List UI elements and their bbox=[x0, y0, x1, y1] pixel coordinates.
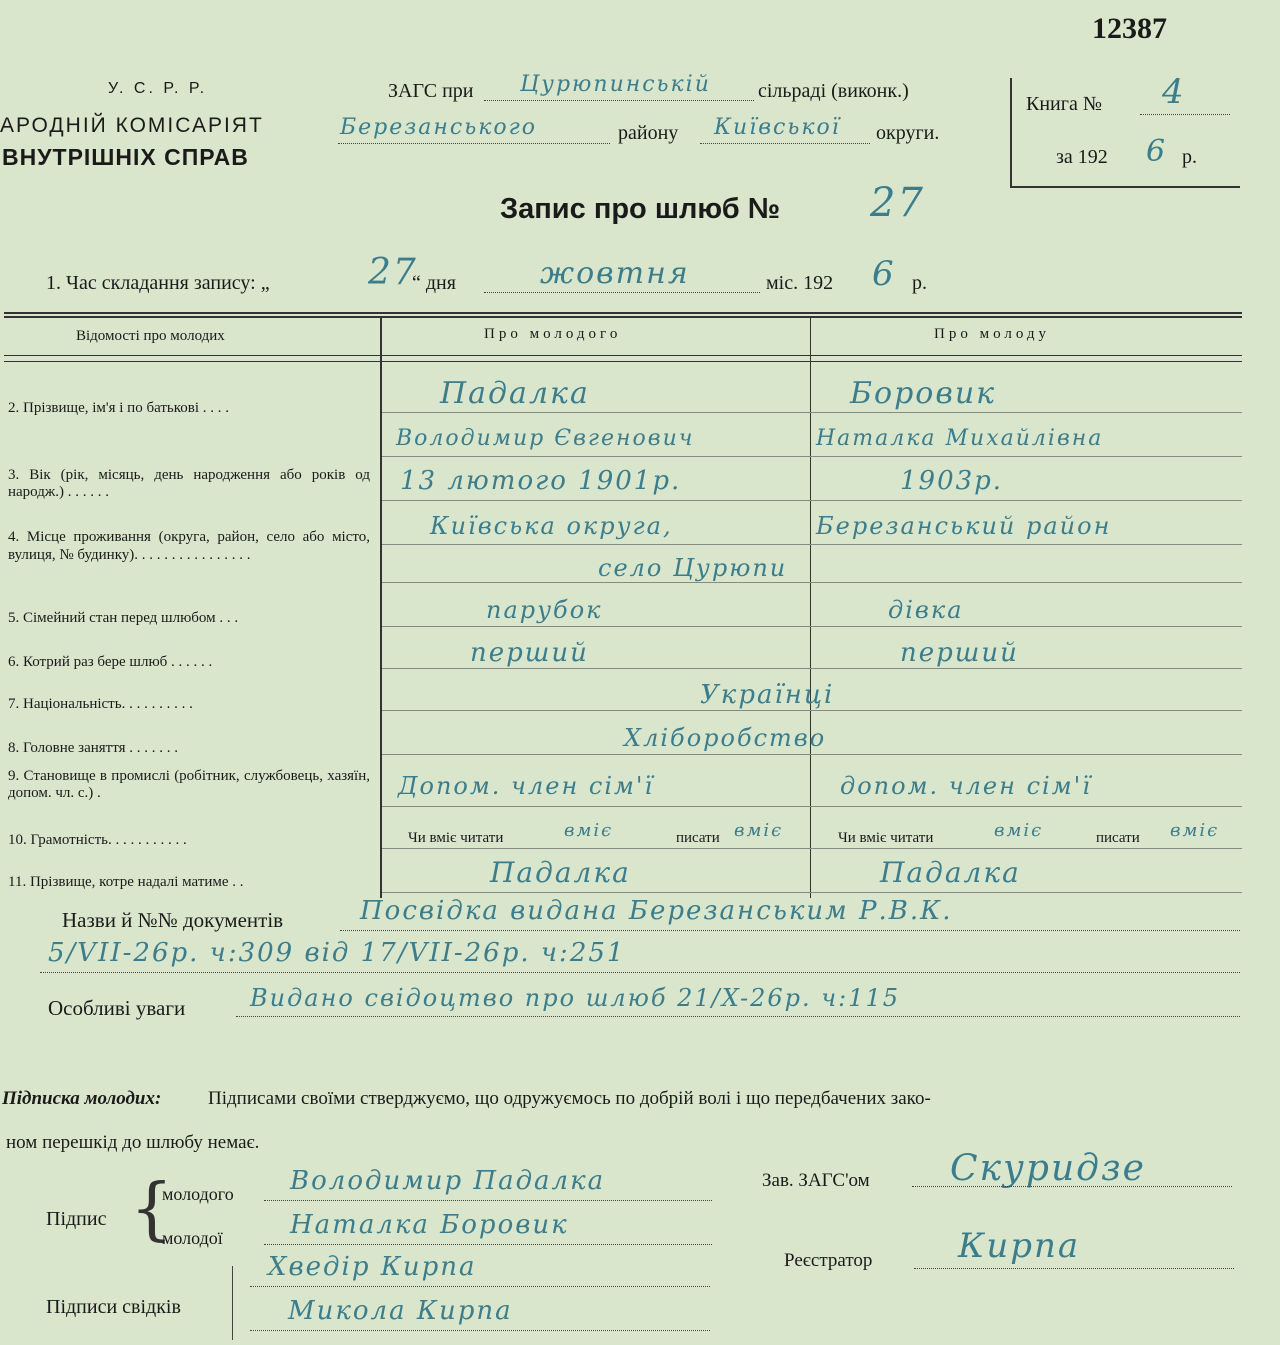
record-title: Запис про шлюб № bbox=[500, 193, 781, 225]
col-header-info: Відомості про молодих bbox=[76, 328, 225, 344]
bride-position: допом. член сім'ї bbox=[840, 772, 1092, 800]
record-month-label: міс. 192 bbox=[766, 272, 834, 294]
col-header-bride: Про молоду bbox=[934, 326, 1051, 342]
groom-given-names: Володимир Євгенович bbox=[396, 426, 695, 451]
row-label-marital: 5. Сімейний стан перед шлюбом . . . bbox=[8, 610, 239, 626]
record-time-label: 1. Час складання запису: „ bbox=[46, 272, 270, 294]
okrug-name: Київської bbox=[714, 115, 841, 140]
bride-birth: 1903р. bbox=[900, 466, 1004, 496]
documents-line-1: Посвідка видана Березанським Р.В.К. bbox=[360, 896, 953, 926]
district-name: Березанського bbox=[340, 115, 537, 140]
row-label-position: 9. Становище в промислі (робітник, службовець, хазяїн, допом. чл. с.) . bbox=[8, 768, 370, 801]
groom-write-value: вміє bbox=[734, 820, 784, 841]
row-label-times: 6. Котрий раз бере шлюб . . . . . . bbox=[8, 654, 213, 670]
record-day: 27 bbox=[368, 252, 418, 293]
groom-future-surname: Падалка bbox=[490, 856, 631, 889]
bride-read-value: вміє bbox=[994, 820, 1044, 841]
affairs-label: ВНУТРІШНІХ СПРАВ bbox=[2, 144, 249, 170]
bride-surname: Боровик bbox=[850, 376, 997, 411]
declaration-text-1: Підписами своїми стверджуємо, що одружуємось по добрій волі і що передбачених зако- bbox=[208, 1088, 931, 1109]
groom-read-label: Чи вміє читати bbox=[408, 830, 504, 846]
commissariat-label: АРОДНІЙ КОМІСАРІЯТ bbox=[0, 114, 264, 137]
record-number: 27 bbox=[870, 180, 925, 226]
bride-sign-label: молодої bbox=[162, 1228, 223, 1248]
bride-marital: дівка bbox=[888, 596, 964, 624]
registrar-label: Реєстратор bbox=[784, 1250, 873, 1271]
witness-2-signature: Микола Кирпа bbox=[288, 1296, 513, 1326]
documents-label: Назви й №№ документів bbox=[62, 908, 284, 932]
bride-times: перший bbox=[900, 638, 1019, 668]
groom-read-value: вміє bbox=[564, 820, 614, 841]
groom-residence-1: Київська округа, bbox=[430, 512, 673, 540]
bride-write-label: писати bbox=[1096, 830, 1140, 846]
col-header-groom: Про молодого bbox=[484, 326, 622, 342]
brace-left: { bbox=[130, 1170, 174, 1249]
record-year-digit: 6 bbox=[872, 254, 896, 294]
witnesses-label: Підписи свідків bbox=[46, 1296, 181, 1318]
groom-residence-2: село Цурюпи bbox=[598, 554, 788, 582]
row-label-name: 2. Прізвище, ім'я і по батькові . . . . bbox=[8, 400, 230, 416]
nationality-both: Українці bbox=[700, 680, 835, 710]
bride-signature: Наталка Боровик bbox=[290, 1210, 569, 1240]
groom-sign-label: молодого bbox=[162, 1184, 234, 1204]
row-label-nationality: 7. Національність. . . . . . . . . . bbox=[8, 696, 193, 712]
bride-future-surname: Падалка bbox=[880, 856, 1021, 889]
book-year-prefix: за 192 bbox=[1056, 146, 1108, 168]
documents-line-2: 5/VII-26р. ч:309 від 17/VII-26р. ч:251 bbox=[48, 938, 626, 968]
remarks-text: Видано свідоцтво про шлюб 21/X-26р. ч:115 bbox=[250, 984, 901, 1012]
zags-village: Цурюпинській bbox=[520, 72, 711, 97]
ussr-label: У. С. Р. Р. bbox=[108, 80, 208, 97]
signature-label: Підпис bbox=[46, 1208, 107, 1230]
groom-birth: 13 лютого 1901р. bbox=[400, 466, 682, 496]
zags-head-label: Зав. ЗАГС'ом bbox=[762, 1170, 870, 1191]
row-label-residence: 4. Місце проживання (округа, район, село або місто, вулиця, № будинку). . . . . . . . . . . . . . . . bbox=[8, 529, 370, 563]
bride-given-names: Наталка Михайлівна bbox=[816, 426, 1104, 451]
row-label-literacy: 10. Грамотність. . . . . . . . . . . bbox=[8, 832, 187, 848]
record-month: жовтня bbox=[540, 256, 690, 291]
row-label-occupation: 8. Головне заняття . . . . . . . bbox=[8, 740, 178, 756]
remarks-label: Особливі уваги bbox=[48, 996, 186, 1020]
bride-residence-1: Березанський район bbox=[816, 512, 1112, 540]
book-label: Книга № bbox=[1026, 93, 1102, 115]
bride-write-value: вміє bbox=[1170, 820, 1220, 841]
declaration-text-2: ном перешкід до шлюбу немає. bbox=[6, 1132, 260, 1153]
bride-read-label: Чи вміє читати bbox=[838, 830, 934, 846]
occupation-both: Хліборобство bbox=[624, 724, 827, 752]
witness-1-signature: Хведір Кирпа bbox=[268, 1252, 477, 1282]
groom-write-label: писати bbox=[676, 830, 720, 846]
zags-suffix: сільраді (виконк.) bbox=[758, 80, 909, 102]
zags-prefix: ЗАГС при bbox=[388, 80, 474, 102]
groom-surname: Падалка bbox=[440, 376, 590, 411]
zags-head-signature: Скуридзе bbox=[950, 1148, 1146, 1189]
book-year-digit: 6 bbox=[1146, 134, 1168, 169]
record-day-label: “ дня bbox=[412, 272, 456, 294]
registrar-signature: Кирпа bbox=[958, 1226, 1081, 1266]
row-label-surname: 11. Прізвище, котре надалі матиме . . bbox=[8, 874, 244, 890]
groom-position: Допом. член сім'ї bbox=[398, 772, 655, 800]
district-label: району bbox=[618, 122, 679, 144]
record-year-suffix: р. bbox=[912, 272, 927, 294]
book-number: 4 bbox=[1162, 72, 1186, 112]
groom-times: перший bbox=[470, 638, 589, 668]
groom-marital: парубок bbox=[486, 596, 603, 624]
okrug-label: округи. bbox=[876, 122, 940, 144]
archive-number: 12387 bbox=[1092, 12, 1167, 45]
book-year-suffix: р. bbox=[1182, 146, 1197, 168]
declaration-label: Підписка молодих: bbox=[2, 1088, 162, 1109]
groom-signature: Володимир Падалка bbox=[290, 1166, 606, 1196]
row-label-age: 3. Вік (рік, місяць, день народження або років од народж.) . . . . . . bbox=[8, 467, 370, 500]
